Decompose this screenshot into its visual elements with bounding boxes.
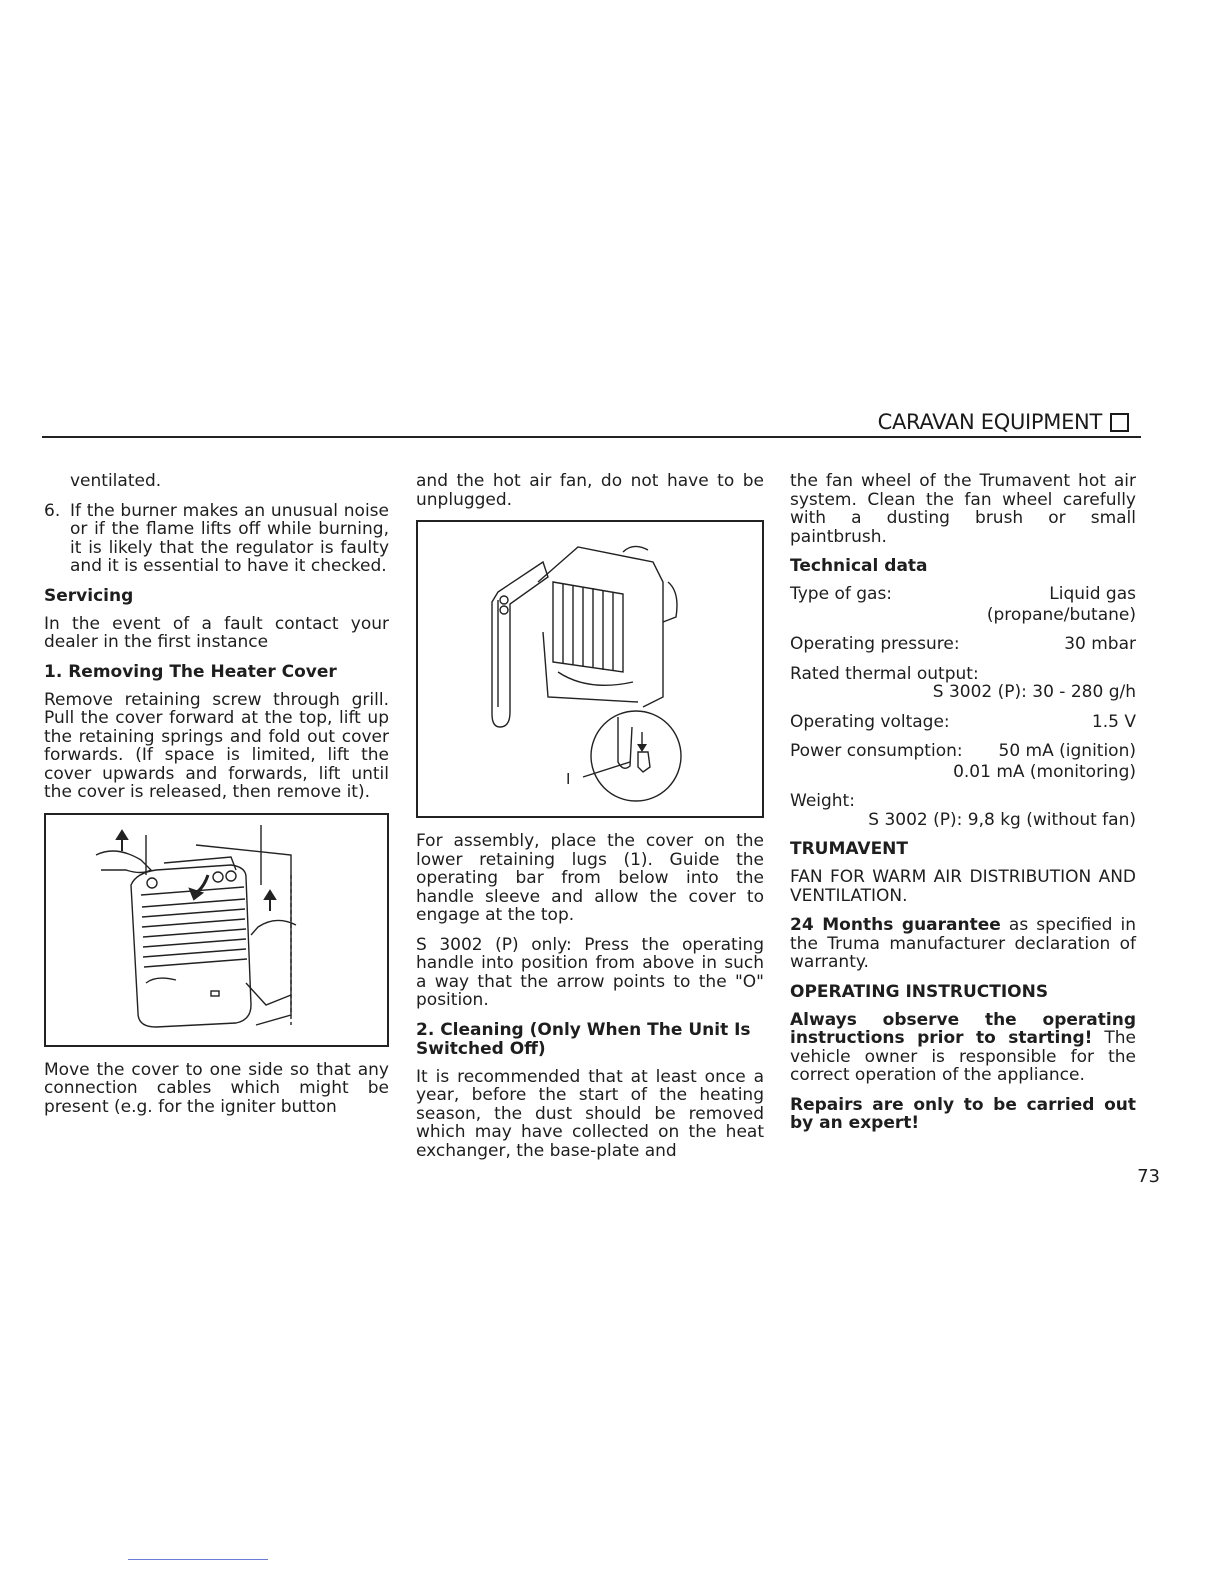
paragraph-move-cover: Move the cover to one side so that any connection cables which might be present (e.g. for the igniter button: [44, 1059, 389, 1117]
spec-value: 30 mbar: [1064, 634, 1136, 654]
spec-label: Operating pressure:: [790, 634, 960, 654]
figure-callout-label: I: [566, 770, 571, 788]
paragraph-fan-wheel: the fan wheel of the Trumavent hot air system. Clean the fan wheel carefully with a dusting brush or small paintbrush.: [790, 471, 1136, 547]
spec-voltage: [790, 713, 1136, 732]
paragraph-s3002: S 3002 (P) only: Press the operating handle into position from above in such a way that the arrow points to the "O" position.: [416, 934, 764, 1010]
heading-trumavent: TRUMAVENT: [790, 839, 909, 859]
spec-thermal-output: [790, 665, 1136, 702]
paragraph-repairs: Repairs are only to be carried out by an expert!: [790, 1094, 1136, 1133]
spec-label: Weight:: [790, 791, 855, 811]
heading-operating-instructions: OPERATING INSTRUCTIONS: [790, 981, 1049, 1002]
spec-pressure: [790, 635, 1136, 654]
spec-label: Type of gas:: [790, 584, 893, 604]
figure-heater-cover: [44, 813, 389, 1047]
spec-gas-type: [790, 585, 1136, 624]
spec-value: 1.5 V: [1091, 711, 1136, 732]
paragraph-removing-cover: Remove retaining screw through grill. Pull the cover forward at the top, lift up the retaining springs and fold out cover forwards. (If space is limited, lift the cover upwards and forwards, lift until the cover is released, then remove it).: [44, 689, 389, 802]
spec-label: Rated thermal output:: [790, 663, 979, 684]
paragraph-assembly: For assembly, place the cover on the lower retaining lugs (1). Guide the operating bar from below into the handle sleeve and allow the cover to engage at the top.: [416, 831, 764, 925]
figure-assembly: [416, 520, 764, 818]
header-rule: [42, 436, 1141, 438]
column-2: [416, 472, 764, 1171]
heading-cleaning: 2. Cleaning (Only When The Unit Is Switched Off): [416, 1019, 751, 1059]
guarantee-text: as specified in the Truma manufacturer declaration of warranty.: [790, 915, 1136, 972]
assembly-illustration: [418, 522, 762, 816]
spec-value: (propane/butane): [986, 604, 1136, 625]
spec-value: 50 mA (ignition): [998, 741, 1136, 761]
page-number: 73: [1137, 1166, 1160, 1187]
paragraph-guarantee: [790, 916, 1136, 972]
heading-servicing: Servicing: [44, 585, 134, 606]
spec-label: Operating voltage:: [790, 711, 950, 732]
section-header: [878, 410, 1129, 434]
spec-value: S 3002 (P): 9,8 kg (without fan): [868, 809, 1136, 830]
list-text: If the burner makes an unusual noise or if the flame lifts off while burning, it is likely that the regulator is faulty and it is essential to have it checked.: [70, 500, 389, 576]
paragraph-servicing: In the event of a fault contact your dealer in the first instance: [44, 613, 389, 652]
guarantee-bold: 24 Months guarantee: [790, 915, 1001, 935]
spec-power: [790, 742, 1136, 781]
spec-value: S 3002 (P): 30 - 280 g/h: [932, 682, 1136, 702]
spec-label: Power consumption:: [790, 741, 963, 761]
spec-weight: [790, 792, 1136, 829]
observe-text: The vehicle owner is responsible for the correct operation of the appliance.: [790, 1028, 1136, 1085]
scan-artifact-line: [128, 1559, 268, 1560]
heading-removing-cover: 1. Removing The Heater Cover: [44, 661, 337, 682]
list-number: 6.: [44, 500, 61, 521]
list-item-6: [44, 502, 389, 576]
section-title: CARAVAN EQUIPMENT: [877, 410, 1102, 434]
section-marker-box: [1110, 413, 1129, 432]
heading-technical-data: Technical data: [790, 556, 928, 576]
paragraph-ventilated: ventilated.: [70, 471, 162, 491]
spec-value: 0.01 mA (monitoring): [953, 761, 1136, 782]
heater-cover-illustration: [46, 815, 387, 1045]
column-1: [44, 472, 389, 1127]
paragraph-unplugged: and the hot air fan, do not have to be unplugged.: [416, 471, 764, 510]
paragraph-cleaning: It is recommended that at least once a year, before the start of the heating season, the dust should be removed which may have collected on the heat exchanger, the base-plate and: [416, 1066, 764, 1161]
paragraph-trumavent: FAN FOR WARM AIR DISTRIBUTION AND VENTILATION.: [790, 867, 1136, 906]
observe-bold: Always observe the operating instructions prior to starting!: [790, 1009, 1136, 1048]
column-3: [790, 472, 1136, 1144]
spec-value: Liquid gas: [1049, 584, 1136, 604]
paragraph-observe: [790, 1011, 1136, 1085]
